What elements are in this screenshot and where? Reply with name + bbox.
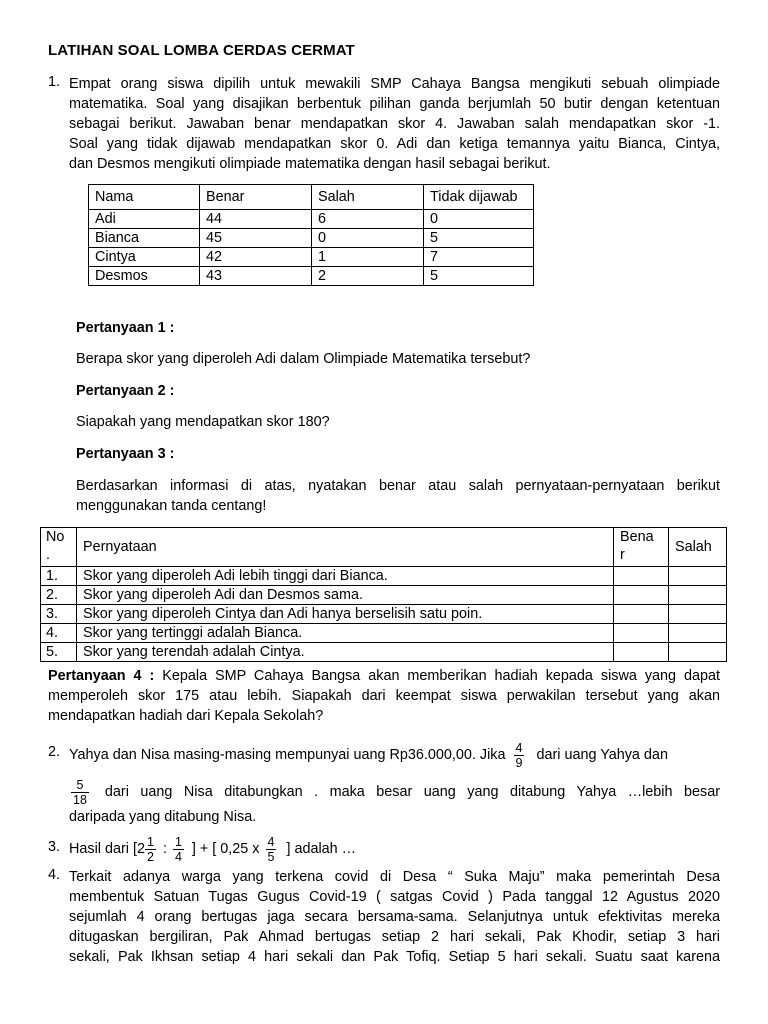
- q3-colon: :: [162, 841, 167, 857]
- table-row: [41, 567, 727, 586]
- question-1-number: 1.: [48, 74, 61, 90]
- statement-table: [40, 527, 727, 662]
- q3-text-b: ] + [ 0,25 x: [191, 841, 260, 857]
- header-benar-line1: Bena: [620, 529, 654, 545]
- header-salah: Salah: [669, 528, 727, 567]
- table-cell: Cintya: [89, 248, 200, 267]
- fraction-1-4: [173, 835, 184, 864]
- q1-line: Soal yang tidak dijawab mendapatkan skor 0. Adi dan ketiga temannya yaitu Bianca, Cintya,: [69, 136, 720, 152]
- p4-line-text: Kepala SMP Cahaya Bangsa akan memberikan hadiah kepada siswa yang dapat: [162, 668, 721, 684]
- q4-line: membentuk Satuan Tugas Gugus Covid-19 ( satgas Covid ) Pada tanggal 12 Agustus 2020: [69, 889, 720, 905]
- denominator: 18: [73, 792, 87, 807]
- table-cell: Desmos: [89, 267, 200, 286]
- header-nama: Nama: [89, 185, 200, 210]
- pertanyaan-2-label: Pertanyaan 2 :: [76, 383, 175, 399]
- benar-checkbox-cell[interactable]: [614, 624, 669, 643]
- q1-line: dan Desmos mengikuti olimpiade matematika dengan hasil sebagai berikut.: [69, 156, 551, 172]
- statement-text: Skor yang terendah adalah Cintya.: [77, 643, 614, 662]
- row-number: 1.: [41, 567, 77, 586]
- salah-checkbox-cell[interactable]: [669, 586, 727, 605]
- p4-line: [48, 666, 720, 686]
- benar-checkbox-cell[interactable]: [614, 586, 669, 605]
- statement-text: Skor yang diperoleh Adi lebih tinggi dari Bianca.: [77, 567, 614, 586]
- benar-checkbox-cell[interactable]: [614, 605, 669, 624]
- p3-line: Berdasarkan informasi di atas, nyatakan benar atau salah pernyataan-pernyataan berikut: [76, 478, 720, 494]
- table-cell: 45: [200, 229, 312, 248]
- table-row: [41, 624, 727, 643]
- table-cell: 6: [312, 210, 424, 229]
- table-cell: Adi: [89, 210, 200, 229]
- denominator: 4: [174, 849, 182, 864]
- question-1-text: [69, 74, 720, 174]
- q4-line: ditugaskan bergiliran, Pak Ahmad bertugas setiap 2 hari sekali, Pak Khodir, setiap 3 hari: [69, 929, 720, 945]
- header-no: [41, 528, 77, 567]
- statement-text: Skor yang diperoleh Cintya dan Adi hanya berselisih satu poin.: [77, 605, 614, 624]
- table-row: [41, 586, 727, 605]
- table-row: [89, 267, 534, 286]
- salah-checkbox-cell[interactable]: [669, 643, 727, 662]
- table-header-row: [41, 528, 727, 567]
- table-cell: 42: [200, 248, 312, 267]
- table-row: [89, 229, 534, 248]
- benar-checkbox-cell[interactable]: [614, 567, 669, 586]
- q4-line: Terkait adanya warga yang terkena covid di Desa “ Suka Maju” maka pemerintah Desa: [69, 869, 720, 885]
- benar-checkbox-cell[interactable]: [614, 643, 669, 662]
- table-cell: Bianca: [89, 229, 200, 248]
- table-cell: 5: [424, 267, 534, 286]
- denominator: 5: [267, 849, 275, 864]
- table-row: [89, 248, 534, 267]
- numerator: 4: [267, 834, 275, 849]
- header-benar: Benar: [200, 185, 312, 210]
- table-cell: 2: [312, 267, 424, 286]
- header-pernyataan: Pernyataan: [77, 528, 614, 567]
- table-header-row: [89, 185, 534, 210]
- q3-text-c: ] adalah …: [286, 841, 357, 857]
- header-salah: Salah: [312, 185, 424, 210]
- row-number: 3.: [41, 605, 77, 624]
- fraction-1-2: [145, 835, 156, 864]
- pertanyaan-1-text: Berapa skor yang diperoleh Adi dalam Olimpiade Matematika tersebut?: [76, 351, 531, 367]
- fraction-4-5: [266, 835, 277, 864]
- q2-text-a: Yahya dan Nisa masing-masing mempunyai uang Rp36.000,00. Jika: [69, 747, 506, 763]
- question-4-number: 4.: [48, 867, 61, 883]
- question-2-line-1: [69, 735, 720, 775]
- salah-checkbox-cell[interactable]: [669, 567, 727, 586]
- question-4-text: [69, 867, 720, 967]
- pertanyaan-3-text: [76, 476, 720, 516]
- row-number: 5.: [41, 643, 77, 662]
- statement-text: Skor yang tertinggi adalah Bianca.: [77, 624, 614, 643]
- pertanyaan-3-label: Pertanyaan 3 :: [76, 446, 175, 462]
- p4-line: mendapatkan hadiah dari Kepala Sekolah?: [48, 708, 324, 724]
- denominator: 2: [146, 849, 154, 864]
- header-benar: [614, 528, 669, 567]
- q2-text-d: daripada yang ditabung Nisa.: [69, 809, 257, 825]
- numerator: 5: [71, 778, 89, 793]
- numerator: 1: [146, 834, 154, 849]
- row-number: 2.: [41, 586, 77, 605]
- fraction-4-9: [514, 741, 525, 770]
- page-title: LATIHAN SOAL LOMBA CERDAS CERMAT: [48, 42, 355, 59]
- table-row: [41, 643, 727, 662]
- q1-line: matematika. Soal yang disajikan berbentuk pilihan ganda berjumlah 50 butir dengan ketentuan: [69, 96, 720, 112]
- q4-line: sekali, Pak Ikhsan setiap 4 hari sekali dan Pak Tofiq. Setiap 5 hari sekali. Suatu saat karena: [69, 949, 720, 965]
- question-2-line-2: [69, 772, 720, 812]
- table-cell: 43: [200, 267, 312, 286]
- question-2-number: 2.: [48, 744, 61, 760]
- fraction-5-18: [71, 778, 89, 807]
- question-3-expression: [69, 830, 356, 868]
- statement-text: Skor yang diperoleh Adi dan Desmos sama.: [77, 586, 614, 605]
- pertanyaan-2-text: Siapakah yang mendapatkan skor 180?: [76, 414, 330, 430]
- numerator: 4: [515, 740, 523, 755]
- pertanyaan-1-label: Pertanyaan 1 :: [76, 320, 175, 336]
- table-cell: 0: [312, 229, 424, 248]
- q1-line: sebagai berikut. Jawaban benar mendapatkan skor 4. Jawaban salah mendapatkan skor -1.: [69, 116, 720, 132]
- score-table: [88, 184, 534, 286]
- salah-checkbox-cell[interactable]: [669, 624, 727, 643]
- pertanyaan-4: [48, 666, 720, 726]
- salah-checkbox-cell[interactable]: [669, 605, 727, 624]
- table-cell: 44: [200, 210, 312, 229]
- table-cell: 1: [312, 248, 424, 267]
- row-number: 4.: [41, 624, 77, 643]
- table-cell: 5: [424, 229, 534, 248]
- question-3-number: 3.: [48, 839, 61, 855]
- table-row: [89, 210, 534, 229]
- table-cell: 7: [424, 248, 534, 267]
- p4-line: memperoleh skor 175 atau lebih. Siapakah dari keempat siswa perwakilan tersebut yang akan: [48, 688, 720, 704]
- denominator: 9: [515, 755, 523, 770]
- numerator: 1: [174, 834, 182, 849]
- header-benar-line2: r: [620, 547, 625, 563]
- pertanyaan-4-label: Pertanyaan 4 :: [48, 668, 155, 684]
- header-no-line2: .: [46, 547, 50, 563]
- table-row: [41, 605, 727, 624]
- q2-text-b: dari uang Yahya dan: [536, 747, 668, 763]
- q3-text-a: Hasil dari [2: [69, 841, 145, 857]
- header-tidak-dijawab: Tidak dijawab: [424, 185, 534, 210]
- q2-text-c: dari uang Nisa ditabungkan . maka besar uang yang ditabung Yahya …lebih besar: [104, 784, 720, 800]
- table-cell: 0: [424, 210, 534, 229]
- q1-line: Empat orang siswa dipilih untuk mewakili SMP Cahaya Bangsa mengikuti sebuah olimpiade: [69, 76, 720, 92]
- q4-line: sejumlah 4 orang bertugas jaga secara bersama-sama. Selanjutnya untuk efektivitas mereka: [69, 909, 720, 925]
- header-no-line1: No: [46, 529, 65, 545]
- p3-line: menggunakan tanda centang!: [76, 498, 267, 514]
